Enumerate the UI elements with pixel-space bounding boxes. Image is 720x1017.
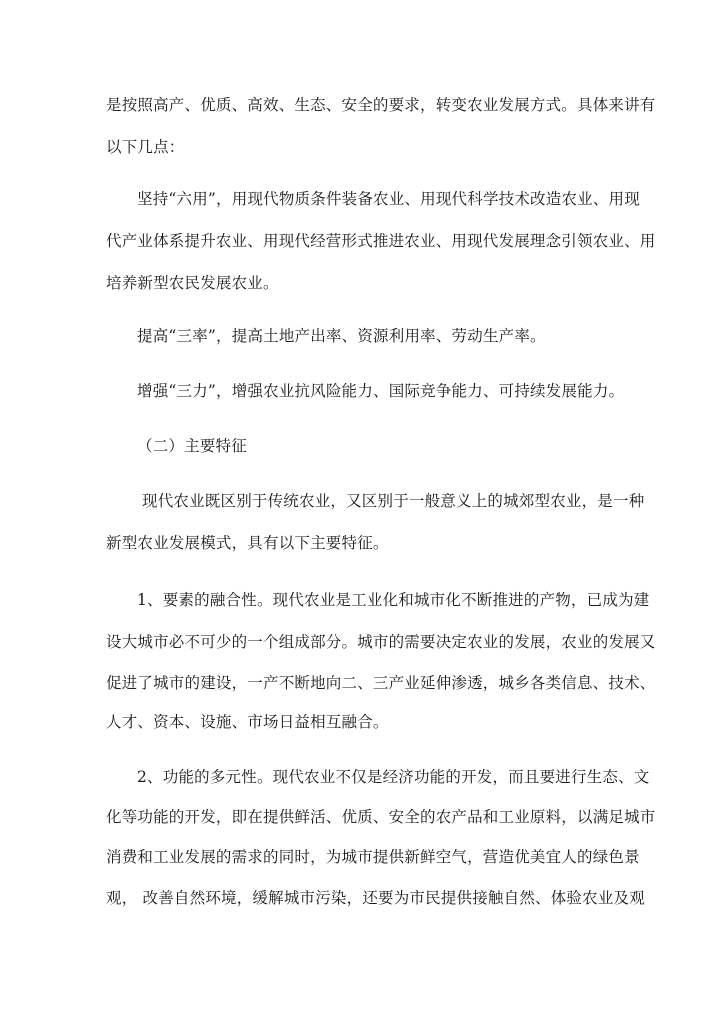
text-line: 代产业体系提升农业、用现代经营形式推进农业、用现代发展理念引领农业、用	[106, 232, 656, 250]
text-line: 观， 改善自然环境，缓解城市污染，还要为市民提供接触自然、体验农业及观	[106, 889, 645, 907]
text-line: 促进了城市的建设，一产不断地向二、三产业延伸渗透，城乡各类信息、技术、	[106, 674, 656, 692]
text-line: 是按照高产、优质、高效、生态、安全的要求，转变农业发展方式。具体来讲有	[106, 96, 656, 114]
text-line: 新型农业发展模式，具有以下主要特征。	[106, 534, 389, 552]
text-line: 人才、资本、设施、市场日益相互融合。	[106, 713, 389, 731]
text-line: 化等功能的开发，即在提供鲜活、优质、安全的农产品和工业原料，以满足城市	[106, 808, 656, 826]
text-line: 增强“三力”，增强农业抗风险能力、国际竞争能力、可持续发展能力。	[137, 382, 625, 400]
text-line: 2、功能的多元性。现代农业不仅是经济功能的开发，而且要进行生态、文	[137, 768, 650, 786]
text-line: 设大城市必不可少的一个组成部分。城市的需要决定农业的发展，农业的发展又	[106, 633, 656, 651]
text-line: 消费和工业发展的需求的同时，为城市提供新鲜空气，营造优美宜人的绿色景	[106, 848, 640, 866]
text-line: 以下几点：	[106, 138, 185, 156]
text-line: 1、要素的融合性。现代农业是工业化和城市化不断推进的产物，已成为建	[137, 591, 650, 609]
section-heading: （二）主要特征	[137, 437, 247, 455]
text-line: 现代农业既区别于传统农业，又区别于一般意义上的城郊型农业，是一种	[142, 492, 645, 510]
text-line: 坚持“六用”，用现代物质条件装备农业、用现代科学技术改造农业、用现	[137, 190, 640, 208]
text-line: 培养新型农民发展农业。	[106, 274, 279, 292]
text-line: 提高“三率”，提高土地产出率、资源利用率、劳动生产率。	[137, 327, 546, 345]
